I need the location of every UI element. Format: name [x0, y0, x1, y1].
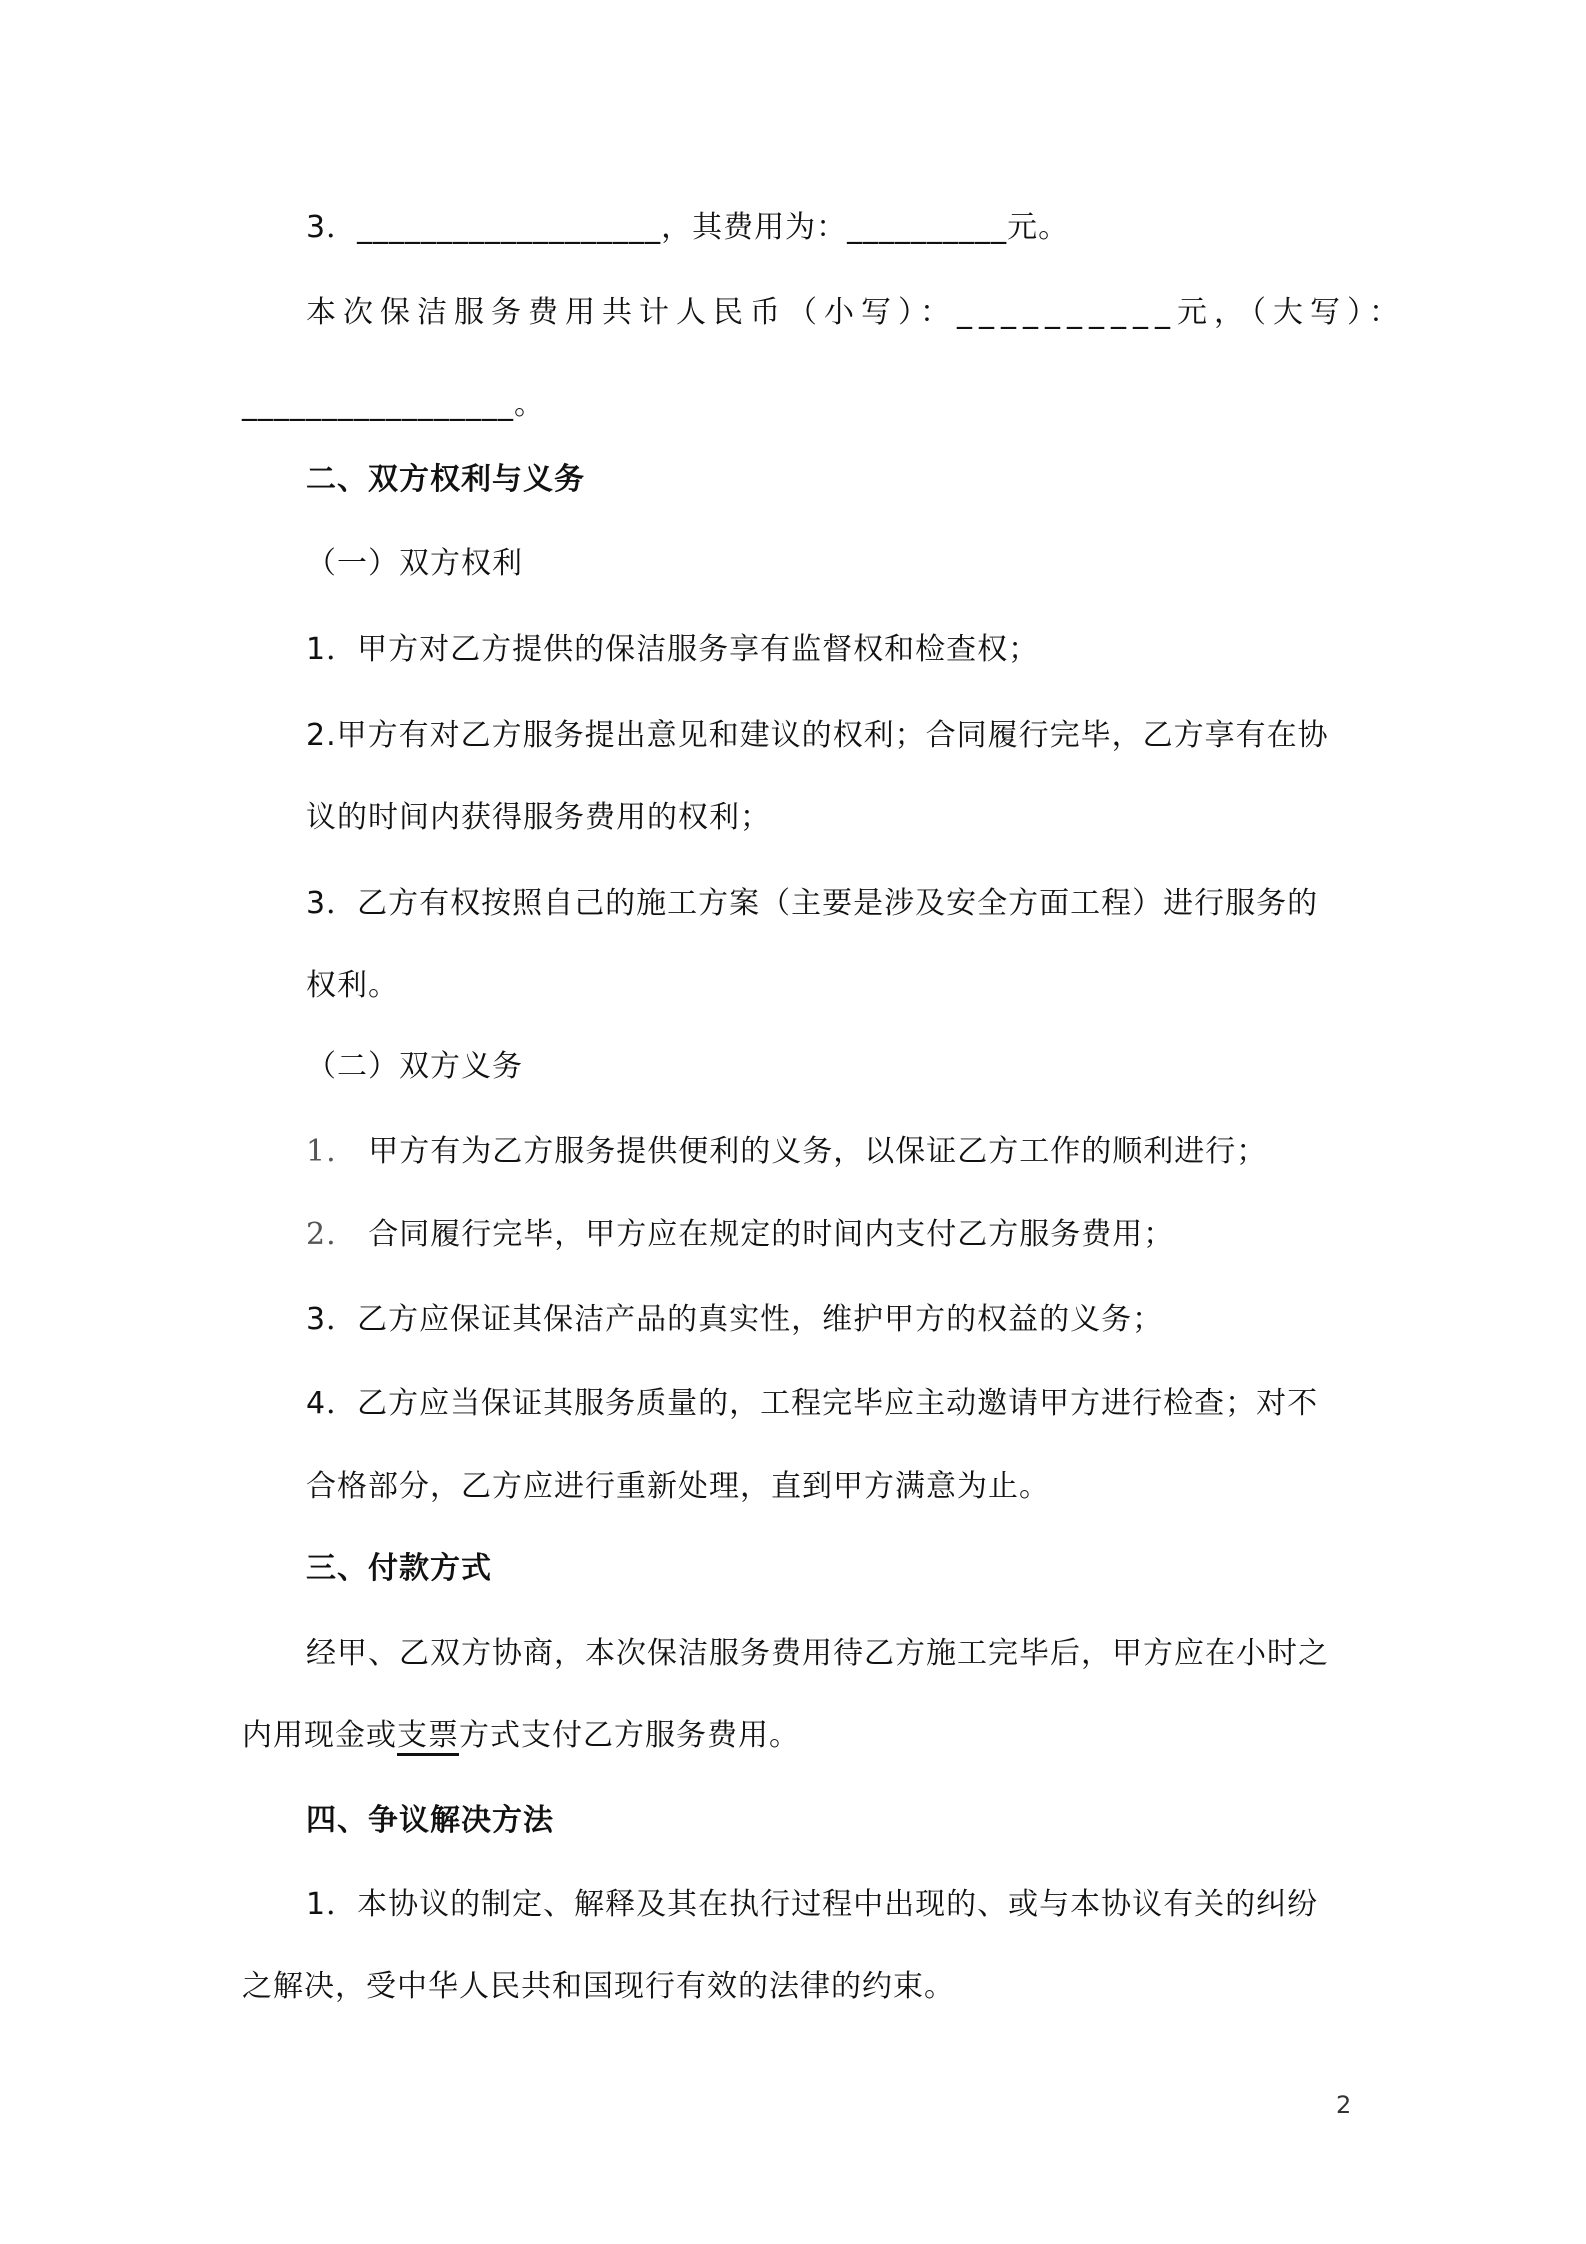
right-item-2-line-2: 议的时间内获得服务费用的权利； [306, 800, 771, 835]
right-item-2-line-1: 2.甲方有对乙方服务提出意见和建议的权利；合同履行完毕，乙方享有在协 [306, 718, 1329, 753]
obligation-item-1 [306, 1132, 1267, 1172]
obligation-1-number: 1. [306, 1134, 337, 1169]
right-item-3-line-2: 权利。 [306, 968, 399, 1003]
section-3-heading: 三、付款方式 [306, 1551, 492, 1586]
payment-underlined-cheque: 支票 [397, 1718, 459, 1753]
right-item-3-line-1: 3．乙方有权按照自己的施工方案（主要是涉及安全方面工程）进行服务的 [306, 886, 1319, 921]
right-item-1: 1．甲方对乙方提供的保洁服务享有监督权和检查权； [306, 632, 1040, 667]
obligation-item-4-line-1: 4．乙方应当保证其服务质量的，工程完毕应主动邀请甲方进行检查；对不 [306, 1386, 1319, 1421]
payment-paragraph-line-1: 经甲、乙双方协商，本次保洁服务费用待乙方施工完毕后，甲方应在小时之 [306, 1636, 1329, 1671]
subsection-rights-heading: （一）双方权利 [306, 546, 523, 581]
page-number: 2 [1336, 2091, 1352, 2119]
total-fee-line: 本次保洁服务费用共计人民币（小写）：__________元，（大写）： [306, 295, 1406, 330]
total-fee-uppercase-blank: _________________。 [242, 387, 545, 422]
payment-paragraph-line-2 [242, 1716, 800, 1756]
obligation-item-4-line-2: 合格部分，乙方应进行重新处理，直到甲方满意为止。 [306, 1469, 1050, 1504]
subsection-obligations-heading: （二）双方义务 [306, 1049, 523, 1084]
obligation-2-text: 合同履行完毕，甲方应在规定的时间内支付乙方服务费用； [368, 1217, 1175, 1252]
obligation-item-3: 3．乙方应保证其保洁产品的真实性，维护甲方的权益的义务； [306, 1302, 1164, 1337]
section-2-heading: 二、双方权利与义务 [306, 462, 585, 497]
dispute-item-1-line-2: 之解决，受中华人民共和国现行有效的法律的约束。 [242, 1969, 955, 2004]
payment-text-post: 方式支付乙方服务费用。 [459, 1718, 800, 1753]
obligation-item-2 [306, 1215, 1174, 1255]
section-4-heading: 四、争议解决方法 [306, 1803, 554, 1838]
fee-item-3: 3．___________________，其费用为：__________元。 [306, 210, 1070, 245]
obligation-2-number: 2. [306, 1217, 337, 1252]
obligation-1-text: 甲方有为乙方服务提供便利的义务，以保证乙方工作的顺利进行； [368, 1134, 1268, 1169]
dispute-item-1-line-1: 1．本协议的制定、解释及其在执行过程中出现的、或与本协议有关的纠纷 [306, 1887, 1319, 1922]
payment-text-pre: 内用现金或 [242, 1718, 397, 1753]
